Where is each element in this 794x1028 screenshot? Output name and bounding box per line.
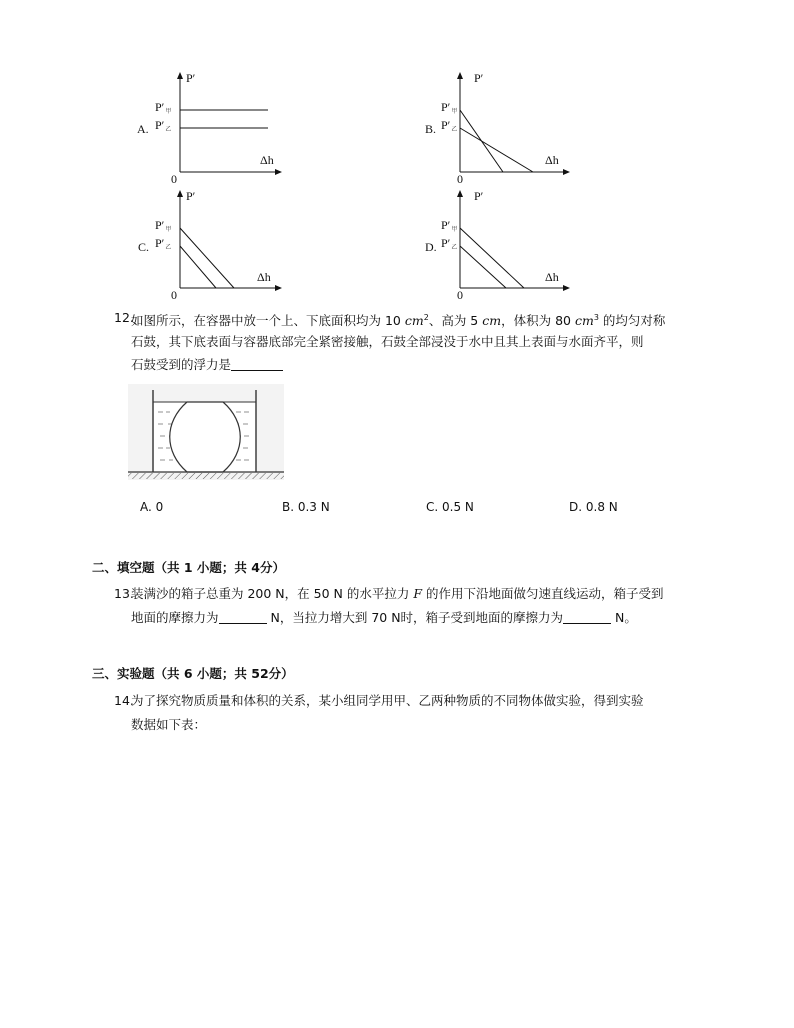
line-yi bbox=[180, 246, 216, 288]
line-yi bbox=[460, 128, 533, 172]
x-axis-arrow bbox=[563, 169, 570, 175]
q13-line1: 装满沙的箱子总重为 200 N，在 50 N 的水平拉力 F 的作用下沿地面做匀速直线运动，箱子受到 bbox=[131, 586, 664, 601]
q14-line1: 为了探究物质质量和体积的关系，某小组同学用甲、乙两种物质的不同物体做实验，得到实验 bbox=[131, 693, 644, 708]
x-axis-arrow bbox=[275, 169, 282, 175]
section-fill-in-title: 二、填空题（共 1 小题；共 4分） bbox=[92, 560, 285, 575]
y-axis-label: P′ bbox=[474, 71, 484, 85]
line-yi bbox=[460, 246, 506, 288]
option-letter: A. bbox=[137, 122, 149, 136]
label-p-yi: $P'_乙$ bbox=[441, 236, 458, 251]
choice-a[interactable]: A. 0 bbox=[140, 500, 164, 514]
answer-blank-2[interactable] bbox=[563, 611, 611, 624]
label-p-jia: $P'_甲$ bbox=[155, 100, 172, 115]
option-letter: C. bbox=[138, 240, 150, 254]
y-axis-arrow bbox=[457, 72, 463, 79]
origin-label: 0 bbox=[457, 288, 463, 302]
x-axis-label: Δh bbox=[257, 270, 271, 284]
q13-number: 13. bbox=[114, 586, 134, 601]
x-axis-label: Δh bbox=[260, 153, 274, 167]
q14-number: 14. bbox=[114, 693, 134, 708]
origin-label: 0 bbox=[171, 172, 177, 186]
y-axis-label: P′ bbox=[186, 189, 196, 203]
x-axis-arrow bbox=[563, 285, 570, 291]
stone-drum-svg bbox=[128, 384, 284, 480]
answer-blank[interactable] bbox=[231, 358, 283, 371]
stone-drum-figure bbox=[128, 384, 284, 480]
y-axis-arrow bbox=[177, 190, 183, 197]
x-axis-label: Δh bbox=[545, 270, 559, 284]
q13-line2: 地面的摩擦力为 N，当拉力增大到 70 N时，箱子受到地面的摩擦力为 N。 bbox=[131, 610, 637, 625]
section-experiment-title: 三、实验题（共 6 小题；共 52分） bbox=[92, 666, 294, 681]
origin-label: 0 bbox=[457, 172, 463, 186]
label-p-jia: $P'_甲$ bbox=[441, 218, 458, 233]
option-letter: D. bbox=[425, 240, 437, 254]
line-jia bbox=[460, 228, 524, 288]
choice-d[interactable]: D. 0.8 N bbox=[569, 500, 618, 514]
y-axis-arrow bbox=[177, 72, 183, 79]
label-p-yi: $P'_乙$ bbox=[155, 236, 172, 251]
y-axis-label: P′ bbox=[474, 189, 484, 203]
q12-number: 12. bbox=[114, 310, 134, 325]
graph-b-svg bbox=[415, 68, 575, 188]
choice-b[interactable]: B. 0.3 N bbox=[282, 500, 330, 514]
y-axis-label: P′ bbox=[186, 71, 196, 85]
y-axis-arrow bbox=[457, 190, 463, 197]
graph-option-b bbox=[415, 68, 575, 188]
x-axis-label: Δh bbox=[545, 153, 559, 167]
stone-drum bbox=[170, 402, 241, 472]
graph-option-c bbox=[135, 186, 285, 306]
q12-line1: 如图所示，在容器中放一个上、下底面积均为 10 $cm^2$、高为 5 cm，体积为 80 $cm^3$ 的均匀对称 bbox=[131, 313, 666, 329]
q14-line2: 数据如下表： bbox=[131, 717, 207, 732]
graph-option-a bbox=[135, 68, 285, 188]
line-jia bbox=[180, 228, 234, 288]
x-axis-arrow bbox=[275, 285, 282, 291]
label-p-jia: $P'_甲$ bbox=[441, 100, 458, 115]
origin-label: 0 bbox=[171, 288, 177, 302]
choice-c[interactable]: C. 0.5 N bbox=[426, 500, 474, 514]
ground-hatch bbox=[128, 473, 284, 479]
option-letter: B. bbox=[425, 122, 437, 136]
q12-line2: 石鼓，其下底表面与容器底部完全紧密接触，石鼓全部浸没于水中且其上表面与水面齐平，则 bbox=[131, 334, 644, 349]
label-p-jia: $P'_甲$ bbox=[155, 218, 172, 233]
label-p-yi: $P'_乙$ bbox=[441, 118, 458, 133]
q12-line3: 石鼓受到的浮力是 bbox=[131, 354, 283, 376]
answer-blank-1[interactable] bbox=[219, 611, 267, 624]
graph-option-d bbox=[415, 186, 575, 306]
label-p-yi: $P'_乙$ bbox=[155, 118, 172, 133]
graph-d-svg bbox=[415, 186, 575, 306]
